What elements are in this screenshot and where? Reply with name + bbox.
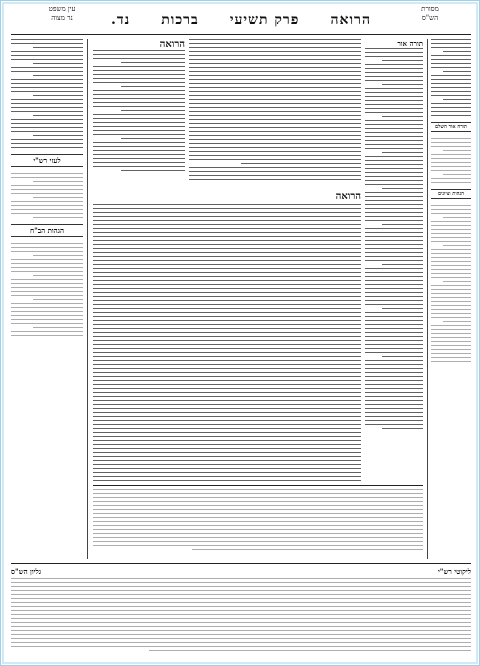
footer-left-note-label: גליון הש"ס	[11, 567, 42, 576]
left-box-1: לעזי רש"י	[11, 154, 83, 167]
lower-commentary-block	[93, 489, 423, 559]
left-box-2: הגהות הב"ח	[11, 224, 83, 237]
masoret-line-1: מסורת	[421, 5, 439, 13]
chapter-name: הרואה	[330, 11, 371, 28]
footer-notes	[11, 567, 471, 655]
ein-mishpat-line-2: נר מצוה	[51, 14, 73, 22]
ein-mishpat-line-1: עין משפט	[48, 5, 76, 13]
tosafot-heading: הרואה	[159, 39, 185, 50]
right-box-1: תורה אור השלם	[431, 122, 471, 132]
chapter-number: פרק תשיעי	[229, 11, 300, 28]
rashi-heading: תורה אור	[397, 39, 423, 48]
left-separator	[87, 39, 88, 559]
gemara-upper-block	[189, 39, 361, 189]
footer-right-note-label: ליקוטי רש"י	[437, 567, 471, 576]
masoret-column	[431, 39, 471, 559]
right-separator	[427, 39, 428, 559]
gemara-heading: הרואה	[335, 191, 361, 202]
page-number: נד.	[111, 11, 131, 28]
rashi-column	[365, 39, 423, 481]
ein-mishpat-header	[37, 5, 87, 23]
tosafot-column	[93, 39, 185, 189]
masoret-line-2: הש"ס	[421, 14, 439, 22]
masoret-header	[405, 5, 455, 23]
lower-rule	[93, 485, 423, 486]
tractate-name: ברכות	[161, 11, 199, 28]
header-rule	[11, 34, 471, 35]
running-header	[111, 7, 371, 33]
right-box-2: הגהות וציונים	[431, 189, 471, 199]
ein-mishpat-column	[11, 39, 83, 559]
gemara-text-block	[93, 191, 361, 481]
footer-rule	[11, 563, 471, 564]
